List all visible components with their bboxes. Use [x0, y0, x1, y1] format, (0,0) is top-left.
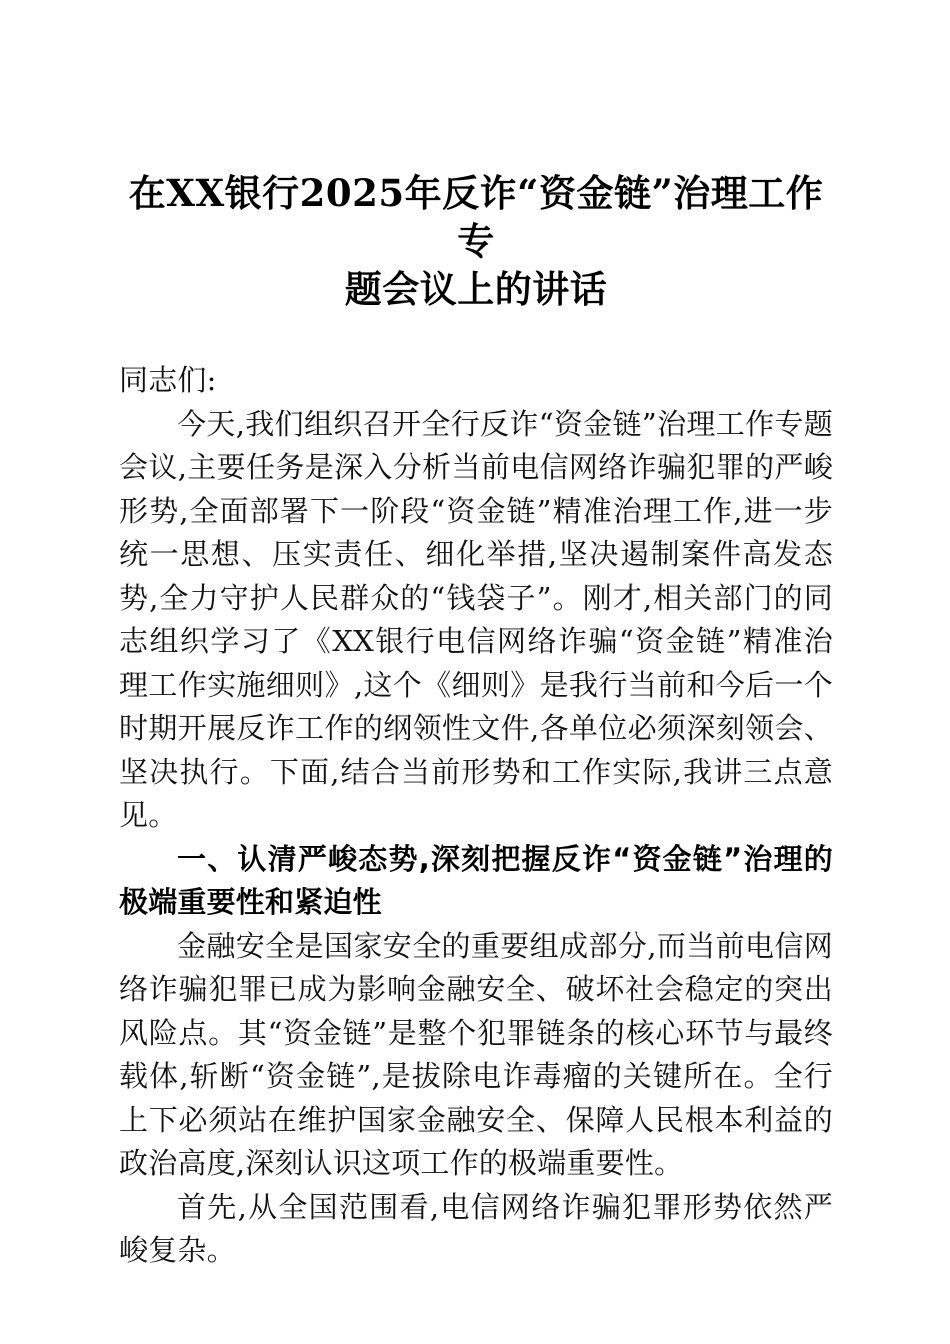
body-paragraph-1: 今天,我们组织召开全行反诈“资金链”治理工作专题会议,主要任务是深入分析当前电信网络诈骗犯罪的严峻形势,全面部署下一阶段“资金链”精准治理工作,进一步统一思想、压实责任、细化举措,坚决遏制案件高发态势,全力守护人民群众的“钱袋子”。刚才,相关部门的同志组织学习了《XX银行电信网络诈骗“资金链”精准治理工作实施细则》,这个《细则》是我行当前和今后一个时期开展反诈工作的纲领性文件,各单位必须深刻领会、坚决执行。下面,结合当前形势和工作实际,我讲三点意见。 [119, 406, 834, 832]
document-title-line-2: 题会议上的讲话 [344, 267, 608, 311]
salutation: 同志们: [119, 363, 217, 397]
document-title [119, 0, 833, 313]
section-heading-1: 一、认清严峻态势,深刻把握反诈“资金链”治理的极端重要性和紧迫性 [119, 841, 833, 919]
document-title-line-1: 在XX银行2025年反诈“资金链”治理工作专 [128, 171, 824, 263]
body-paragraph-2: 金融安全是国家安全的重要组成部分,而当前电信网络诈骗犯罪已成为影响金融安全、破坏社会稳定的突出风险点。其“资金链”是整个犯罪链条的核心环节与最终载体,斩断“资金链”,是拔除电诈毒瘤的关键所在。全行上下必须站在维护国家金融安全、保障人民根本利益的政治高度,深刻认识这项工作的极端重要性。 [119, 928, 833, 1180]
body-paragraph-3: 首先,从全国范围看,电信网络诈骗犯罪形势依然严峻复杂。 [119, 1189, 833, 1267]
document-content [119, 0, 833, 1273]
